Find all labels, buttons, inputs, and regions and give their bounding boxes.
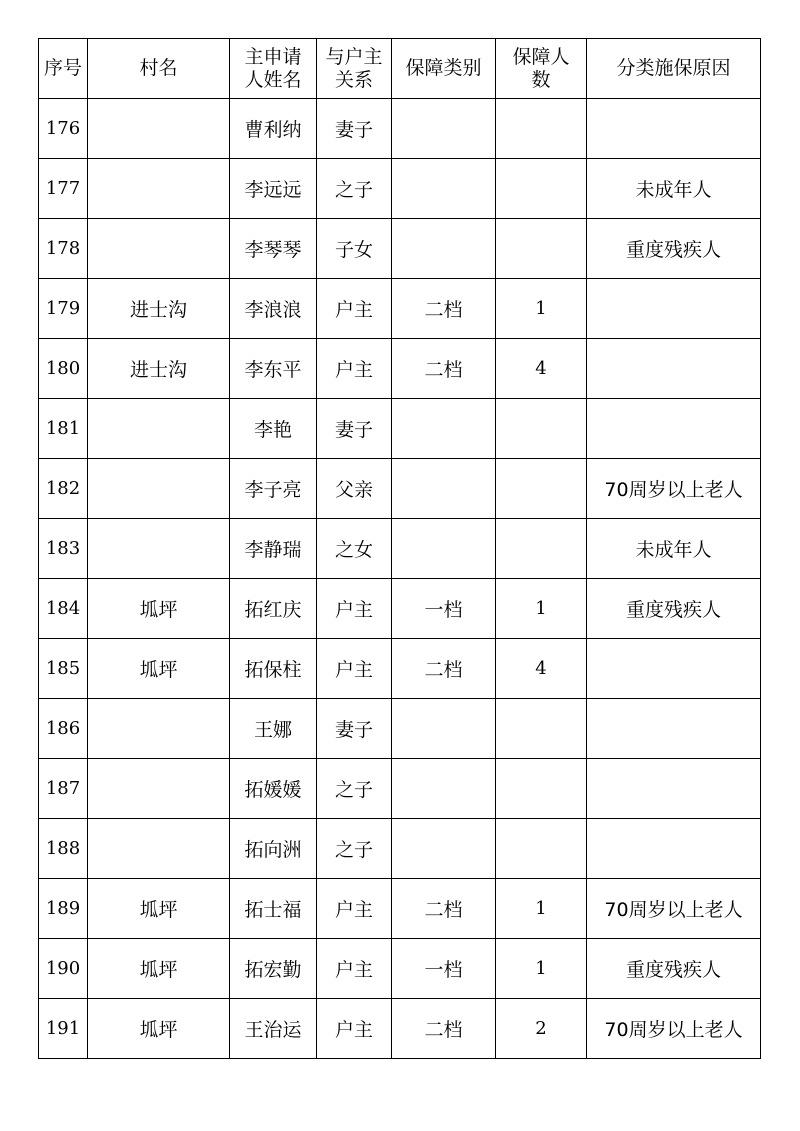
- table-row: [39, 639, 761, 699]
- cell-relation: 父亲: [317, 459, 392, 519]
- cell-reason: [587, 639, 761, 699]
- cell-reason: 重度残疾人: [587, 579, 761, 639]
- cell-count: 1: [496, 279, 587, 339]
- cell-count: 2: [496, 999, 587, 1059]
- cell-reason: [587, 399, 761, 459]
- cell-village: [88, 519, 230, 579]
- cell-village: [88, 759, 230, 819]
- header-category: 保障类别: [392, 39, 496, 99]
- cell-serial: 182: [39, 459, 88, 519]
- cell-relation: 妻子: [317, 699, 392, 759]
- table-row: [39, 879, 761, 939]
- cell-serial: 189: [39, 879, 88, 939]
- cell-count: [496, 399, 587, 459]
- cell-applicant-name: 拓宏勤: [230, 939, 317, 999]
- table-row: [39, 279, 761, 339]
- cell-village: 坬坪: [88, 999, 230, 1059]
- cell-reason: [587, 339, 761, 399]
- cell-reason: [587, 279, 761, 339]
- cell-village: [88, 699, 230, 759]
- cell-serial: 177: [39, 159, 88, 219]
- cell-serial: 185: [39, 639, 88, 699]
- cell-serial: 181: [39, 399, 88, 459]
- cell-applicant-name: 李子亮: [230, 459, 317, 519]
- cell-relation: 子女: [317, 219, 392, 279]
- cell-category: [392, 219, 496, 279]
- cell-relation: 户主: [317, 339, 392, 399]
- cell-category: 二档: [392, 639, 496, 699]
- cell-relation: 户主: [317, 579, 392, 639]
- cell-category: 一档: [392, 939, 496, 999]
- cell-reason: 70周岁以上老人: [587, 999, 761, 1059]
- cell-applicant-name: 李艳: [230, 399, 317, 459]
- table-row: [39, 999, 761, 1059]
- table-body: [39, 99, 761, 1059]
- cell-category: [392, 459, 496, 519]
- cell-serial: 187: [39, 759, 88, 819]
- header-relation: 与户主 关系: [317, 39, 392, 99]
- table-row: [39, 759, 761, 819]
- header-count: 保障人 数: [496, 39, 587, 99]
- cell-relation: 之子: [317, 819, 392, 879]
- cell-relation: 户主: [317, 939, 392, 999]
- cell-serial: 184: [39, 579, 88, 639]
- table-row: [39, 519, 761, 579]
- cell-category: 一档: [392, 579, 496, 639]
- cell-village: [88, 99, 230, 159]
- cell-applicant-name: 曹利纳: [230, 99, 317, 159]
- cell-category: [392, 399, 496, 459]
- cell-applicant-name: 拓士福: [230, 879, 317, 939]
- cell-relation: 妻子: [317, 399, 392, 459]
- table-row: [39, 339, 761, 399]
- cell-applicant-name: 拓向洲: [230, 819, 317, 879]
- cell-count: [496, 759, 587, 819]
- table-row: [39, 219, 761, 279]
- cell-count: [496, 699, 587, 759]
- cell-reason: [587, 759, 761, 819]
- table-row: [39, 579, 761, 639]
- cell-category: [392, 519, 496, 579]
- cell-count: [496, 519, 587, 579]
- cell-applicant-name: 李静瑞: [230, 519, 317, 579]
- cell-applicant-name: 李琴琴: [230, 219, 317, 279]
- cell-village: [88, 159, 230, 219]
- cell-village: 坬坪: [88, 879, 230, 939]
- cell-relation: 户主: [317, 999, 392, 1059]
- cell-village: 进士沟: [88, 339, 230, 399]
- cell-applicant-name: 拓保柱: [230, 639, 317, 699]
- cell-applicant-name: 王娜: [230, 699, 317, 759]
- cell-applicant-name: 李东平: [230, 339, 317, 399]
- cell-relation: 之子: [317, 159, 392, 219]
- cell-applicant-name: 王治运: [230, 999, 317, 1059]
- table-row: [39, 399, 761, 459]
- header-reason: 分类施保原因: [587, 39, 761, 99]
- cell-serial: 188: [39, 819, 88, 879]
- cell-serial: 178: [39, 219, 88, 279]
- cell-village: 进士沟: [88, 279, 230, 339]
- header-serial: 序号: [39, 39, 88, 99]
- cell-category: 二档: [392, 879, 496, 939]
- table-row: [39, 819, 761, 879]
- cell-count: 4: [496, 339, 587, 399]
- cell-serial: 190: [39, 939, 88, 999]
- cell-count: [496, 99, 587, 159]
- cell-category: [392, 759, 496, 819]
- cell-count: 4: [496, 639, 587, 699]
- cell-applicant-name: 拓红庆: [230, 579, 317, 639]
- cell-count: 1: [496, 939, 587, 999]
- cell-count: [496, 819, 587, 879]
- cell-serial: 191: [39, 999, 88, 1059]
- cell-village: [88, 819, 230, 879]
- cell-relation: 妻子: [317, 99, 392, 159]
- cell-applicant-name: 李远远: [230, 159, 317, 219]
- cell-village: [88, 459, 230, 519]
- header-applicant-name: 主申请 人姓名: [230, 39, 317, 99]
- cell-count: [496, 219, 587, 279]
- cell-relation: 户主: [317, 639, 392, 699]
- cell-category: 二档: [392, 999, 496, 1059]
- cell-serial: 179: [39, 279, 88, 339]
- table-header-row: [39, 39, 761, 99]
- cell-category: [392, 99, 496, 159]
- table-row: [39, 939, 761, 999]
- cell-serial: 183: [39, 519, 88, 579]
- cell-reason: [587, 99, 761, 159]
- cell-reason: 未成年人: [587, 519, 761, 579]
- cell-count: [496, 159, 587, 219]
- cell-category: [392, 819, 496, 879]
- assistance-roster-table: [38, 38, 761, 1059]
- cell-relation: 之子: [317, 759, 392, 819]
- cell-applicant-name: 李浪浪: [230, 279, 317, 339]
- cell-reason: 未成年人: [587, 159, 761, 219]
- cell-reason: 重度残疾人: [587, 939, 761, 999]
- cell-category: [392, 159, 496, 219]
- cell-count: [496, 459, 587, 519]
- cell-relation: 之女: [317, 519, 392, 579]
- cell-reason: [587, 699, 761, 759]
- table-row: [39, 99, 761, 159]
- cell-relation: 户主: [317, 879, 392, 939]
- cell-applicant-name: 拓媛媛: [230, 759, 317, 819]
- cell-serial: 176: [39, 99, 88, 159]
- cell-category: [392, 699, 496, 759]
- cell-village: 坬坪: [88, 939, 230, 999]
- table-row: [39, 699, 761, 759]
- cell-reason: 70周岁以上老人: [587, 459, 761, 519]
- header-village: 村名: [88, 39, 230, 99]
- table-row: [39, 159, 761, 219]
- cell-category: 二档: [392, 279, 496, 339]
- cell-reason: [587, 819, 761, 879]
- cell-reason: 重度残疾人: [587, 219, 761, 279]
- cell-count: 1: [496, 579, 587, 639]
- cell-category: 二档: [392, 339, 496, 399]
- cell-relation: 户主: [317, 279, 392, 339]
- cell-village: 坬坪: [88, 639, 230, 699]
- table-row: [39, 459, 761, 519]
- cell-reason: 70周岁以上老人: [587, 879, 761, 939]
- cell-village: 坬坪: [88, 579, 230, 639]
- cell-village: [88, 399, 230, 459]
- cell-count: 1: [496, 879, 587, 939]
- cell-village: [88, 219, 230, 279]
- cell-serial: 186: [39, 699, 88, 759]
- cell-serial: 180: [39, 339, 88, 399]
